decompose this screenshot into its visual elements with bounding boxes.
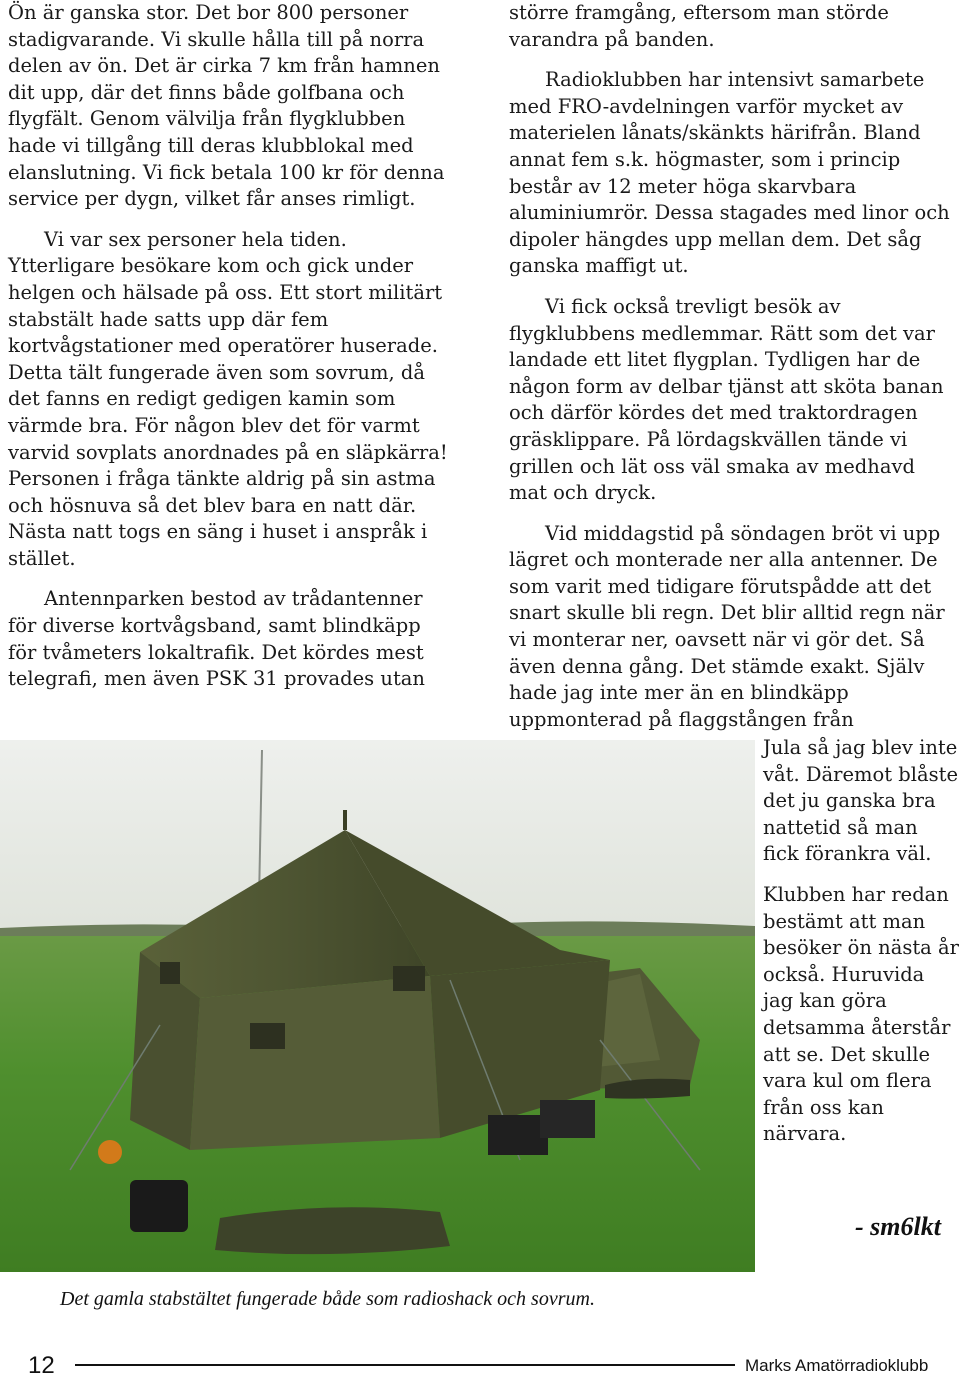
wrapped-text-column xyxy=(763,735,959,1148)
paragraph: Jula så jag blev inte våt. Däremot blåste det ju ganska bra nattetid så man fick förankra väl. xyxy=(763,736,958,866)
tent-wall-front xyxy=(190,976,440,1150)
generator xyxy=(488,1115,548,1155)
paragraph: större framgång, eftersom man störde varandra på banden. xyxy=(509,1,889,51)
left-text-column xyxy=(8,0,448,693)
paragraph: Vid middagstid på söndagen bröt vi upp lägret och monterade ner alla antenner. De som varit med tidigare förutspådde att det snart skulle bli regn. Det blir alltid regn när vi monterar ner, oavsett när vi gör det. Så även denna gång. Det stämde exakt. Själv hade jag inte mer än en blindkäpp uppmonterad på flaggstången från xyxy=(509,521,945,731)
publication-name: Marks Amatörradioklubb xyxy=(745,1356,929,1375)
generator xyxy=(540,1100,595,1138)
paragraph: Antennparken bestod av trådantenner för diverse kortvågsband, samt blindkäpp för tvåmeters lokaltrafik. Det kördes mest telegrafi, men även PSK 31 provades utan xyxy=(8,587,425,691)
paragraph: Radioklubben har intensivt samarbete med FRO-avdelningen varför mycket av materielen lånats/skänkts härifrån. Bland annat fem s.k. högmaster, som i princip består av 12 meter höga skarvbara aluminiumrör. Dessa stagades med linor och dipoler hängdes upp mellan dem. Det såg ganska maffigt ut. xyxy=(509,68,950,278)
tent-window xyxy=(160,962,180,984)
fuel-can xyxy=(130,1180,188,1232)
right-text-column xyxy=(509,0,955,733)
paragraph: Vi fick också trevligt besök av flygklubbens medlemmar. Rätt som det var landade ett litet flygplan. Tydligen har de någon form av delbar tjänst att sköta banan och därför kördes det med traktordragen gräsklippare. På lördagskvällen tände vi grillen och lät oss väl smaka av medhavd mat och dryck. xyxy=(509,294,944,505)
paragraph: Vi var sex personer hela tiden. Ytterligare besökare kom och gick under helgen och hälsade på oss. Ett stort militärt stabstält hade satts upp där fem kortvågstationer med operatörer huserade. Detta tält fungerade även som sovrum, då det fanns en redigt gedigen kamin som värmde bra. För någon blev det för varmt varvid sovplats anordnades på en släpkärra! Personen i fråga tänkte aldrig på sin astma och hösnuva så det blev bara en natt där. Nästa natt togs en säng i huset i anspråk i stället. xyxy=(8,227,448,570)
footer-rule xyxy=(75,1364,735,1366)
tent-photo xyxy=(0,740,755,1272)
author-signature: - sm6lkt xyxy=(855,1212,941,1241)
page-number: 12 xyxy=(28,1352,55,1379)
paragraph: Ön är ganska stor. Det bor 800 personer stadigvarande. Vi skulle hålla till på norra delen av ön. Det är cirka 7 km från hamnen dit upp, där det finns både golfbana och flygfält. Genom välvilja från flygklubben hade vi tillgång till deras klubblokal med elanslutning. Vi fick betala 100 kr för denna service per dygn, vilket får anses rimligt. xyxy=(8,1,445,211)
rolled-tarp xyxy=(215,1207,450,1254)
tent-photo-illustration xyxy=(0,740,755,1272)
photo-caption: Det gamla stabstältet fungerade både som radioshack och sovrum. xyxy=(60,1288,595,1310)
paragraph: Klubben har redan bestämt att man besöker ön nästa år också. Huruvida jag kan göra detsamma återstår att se. Det skulle vara kul om flera från oss kan närvara. xyxy=(763,882,959,1146)
tent-window xyxy=(250,1023,285,1049)
tent-window xyxy=(393,966,425,991)
cable-reel xyxy=(98,1140,122,1164)
